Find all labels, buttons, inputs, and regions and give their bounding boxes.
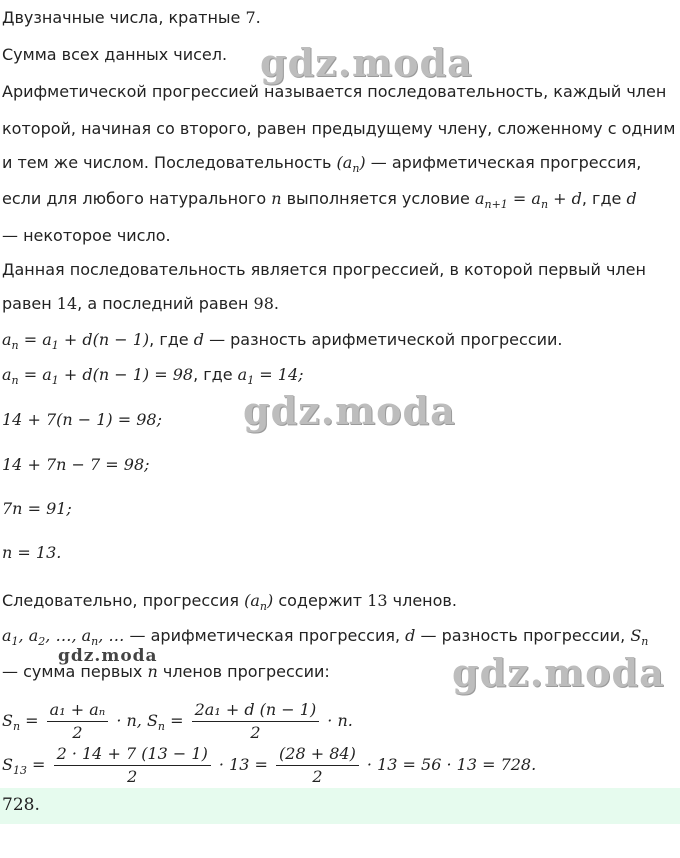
equation-step-3: 7n = 91; [2, 499, 72, 518]
text-line-7: — некоторое число. [2, 226, 171, 245]
formula-line: $a_n = a_1 + d(n - 1)$, где d — разность арифметической прогрессии. [2, 330, 563, 352]
text-line-sequence: $a_1$, $a_2$, …, $a_n$, … — арифметическая прогрессия, d — разность прогрессии, $S_n$ [2, 626, 649, 648]
text-line-8: Данная последовательность является прогрессией, в которой первый член [2, 260, 646, 279]
equation-step-4: n = 13. [2, 543, 62, 562]
text-line-1: Двузначные числа, кратные 7. [2, 8, 261, 27]
equation-step-2: 14 + 7n − 7 = 98; [2, 455, 150, 474]
text-line-5: и тем же числом. Последовательность $(a_n)$ — арифметическая прогрессия, [2, 153, 642, 175]
watermark-small: gdz.moda [58, 646, 158, 666]
equation-line-1: $a_n = a_1 + d(n - 1) = 98$, где $a_1 = 14$; [2, 365, 304, 387]
text-line-3: Арифметической прогрессией называется последовательность, каждый член [2, 82, 667, 101]
text-line-conclusion: Следовательно, прогрессия $(a_n)$ содержит 13 членов. [2, 591, 457, 613]
watermark: gdz.moda [243, 388, 456, 433]
text-line-9: равен 14, а последний равен 98. [2, 294, 279, 313]
watermark: gdz.moda [452, 650, 665, 695]
equation-step-1: 14 + 7(n − 1) = 98; [2, 410, 162, 429]
fraction: $\frac{(28 + 84)}{2}$ [276, 743, 359, 788]
text-line-4: которой, начиная со второго, равен предыдущему члену, сложенному с одним [2, 119, 676, 138]
text-line-2: Сумма всех данных чисел. [2, 45, 228, 64]
fraction: $\frac{\text{2a₁ + d (n − 1)}}{2}$ [192, 699, 320, 744]
text-line-sum: — сумма первых n членов прогрессии: [2, 662, 330, 681]
watermark: gdz.moda [260, 40, 473, 85]
answer-value: 728. [2, 795, 40, 815]
answer-box [0, 788, 680, 824]
fraction: $\frac{\text{a₁ + aₙ}}{2}$ [47, 699, 109, 744]
sum-formula: $S_n$ = $\frac{\text{a₁ + aₙ}}{2}$ · n, $S_n$ = $\frac{\text{2a₁ + d (n − 1)}}{2}$ · n. [2, 700, 353, 742]
fraction: $\frac{2 \cdot 14 + 7 (13 - 1)}{2}$ [54, 743, 211, 788]
s13-formula: $S_{13}$ = $\frac{2 \cdot 14 + 7 (13 - 1)}{2}$ · 13 = $\frac{(28 + 84)}{2}$ · 13 = 56 · 13 = 728. [2, 744, 537, 786]
text-line-6: если для любого натурального n выполняется условие $a_{n+1} = a_n + d$, где d [2, 189, 637, 211]
